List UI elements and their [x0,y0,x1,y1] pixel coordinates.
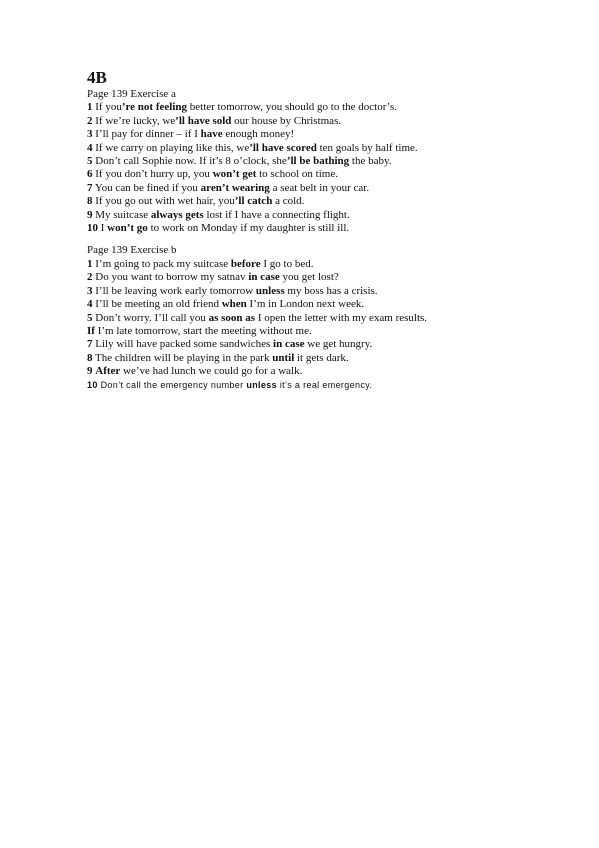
answer-line [87,195,547,208]
answer-text: to work on Monday if my daughter is still ill. [147,222,350,235]
answer-number: 3 [87,284,93,297]
answer-text: I’m late tomorrow, start the meeting without me. [94,324,312,337]
answer-highlight: ’re not feeling [121,101,187,114]
answer-text: My suitcase [92,208,151,221]
answer-text: Don’t call Sophie now. If it’s 8 o’clock, she [92,155,287,168]
answer-text: it’s a real emergency. [276,379,373,390]
answer-number: 6 [87,168,93,181]
answer-text: I open the letter with my exam results. [255,311,428,324]
answer-line [87,128,547,141]
answer-highlight: won’t go [107,222,148,235]
section-spacer [87,235,547,244]
answer-text: better tomorrow, you should go to the doctor’s. [187,101,397,114]
exercise-a-list [87,101,547,235]
answer-highlight: After [95,365,121,378]
answer-text: the baby. [349,155,392,168]
answer-highlight: unless [255,284,285,297]
answer-line [87,271,547,284]
answer-number: 9 [87,208,93,221]
answer-highlight: ’ll have sold [175,114,232,127]
answer-text: our house by Christmas. [231,114,342,127]
answer-number: 5 [87,311,93,324]
answer-number: 1 [87,101,93,114]
answer-number: 9 [87,365,93,378]
answer-text: If we carry on playing like this, we [92,141,250,154]
answer-highlight: unless [246,379,277,390]
answer-highlight: when [221,298,247,311]
answer-text: it gets dark. [294,351,349,364]
exercise-b-title: Page 139 Exercise b [87,244,177,257]
answer-number: 3 [87,128,93,141]
answer-key-page [87,68,547,392]
answer-text: If you don’t hurry up, you [92,168,213,181]
answer-number: 5 [87,155,93,168]
answer-text: I’ll pay for dinner – if I [92,128,201,141]
answer-text: You can be fined if you [92,181,201,194]
answer-text: you get lost? [279,271,339,284]
answer-text: I’ll be meeting an old friend [92,298,222,311]
answer-text: I’ll be leaving work early tomorrow [92,284,256,297]
exercise-b-list [87,258,547,392]
answer-line [87,258,547,271]
answer-text: If you [92,101,122,114]
answer-line [87,168,547,181]
answer-text: I go to bed. [260,257,314,270]
answer-text: The children will be playing in the park [92,351,273,364]
answer-text: a cold. [272,195,305,208]
answer-text: lost if I have a connecting flight. [203,208,350,221]
answer-line [87,379,547,392]
answer-text: I’m in London next week. [246,298,365,311]
answer-line [87,325,547,338]
answer-text: I [98,222,108,235]
answer-number: 7 [87,181,93,194]
answer-line [87,101,547,114]
answer-highlight: have [200,128,223,141]
answer-text: a seat belt in your car. [269,181,370,194]
answer-number: 7 [87,338,93,351]
answer-line [87,298,547,311]
answer-text: we’ve had lunch we could go for a walk. [120,365,303,378]
answer-line [87,338,547,351]
answer-line [87,142,547,155]
answer-line [87,365,547,378]
answer-number: 2 [87,114,93,127]
answer-text: If we’re lucky, we [92,114,176,127]
answer-line [87,352,547,365]
answer-text: we get hungry. [304,338,373,351]
answer-line [87,285,547,298]
answer-number: 1 [87,257,93,270]
answer-highlight: as soon as [208,311,256,324]
answer-number: 8 [87,351,93,364]
answer-text: Do you want to borrow my satnav [92,271,249,284]
answer-text: enough money! [222,128,295,141]
answer-text: If you go out with wet hair, you [92,195,235,208]
answer-highlight: before [230,257,261,270]
answer-number: 2 [87,271,93,284]
answer-number: 4 [87,298,93,311]
answer-line [87,115,547,128]
answer-highlight: If [87,324,95,337]
answer-text: Don’t call the emergency number [97,379,247,390]
answer-highlight: aren’t wearing [200,181,270,194]
answer-number: 4 [87,141,93,154]
answer-text: ten goals by half time. [316,141,418,154]
answer-number: 10 [87,222,98,235]
unit-heading: 4B [87,68,107,87]
answer-highlight: won’t get [212,168,257,181]
answer-text: I’m going to pack my suitcase [92,257,231,270]
answer-highlight: in case [248,271,280,284]
answer-highlight: ’ll have scored [249,141,317,154]
answer-line [87,209,547,222]
answer-number: 10 [87,379,98,390]
answer-line [87,182,547,195]
answer-highlight: in case [273,338,305,351]
exercise-a-title: Page 139 Exercise a [87,88,176,100]
answer-number: 8 [87,195,93,208]
answer-line [87,222,547,235]
answer-highlight: ’ll catch [234,195,273,208]
answer-text: Lily will have packed some sandwiches [92,338,274,351]
answer-highlight: always gets [150,208,204,221]
answer-highlight: until [272,351,295,364]
answer-text: Don’t worry. I’ll call you [92,311,209,324]
answer-highlight: ’ll be bathing [286,155,350,168]
answer-line [87,155,547,168]
answer-line [87,312,547,325]
answer-text: to school on time. [256,168,338,181]
answer-text: my boss has a crisis. [284,284,378,297]
